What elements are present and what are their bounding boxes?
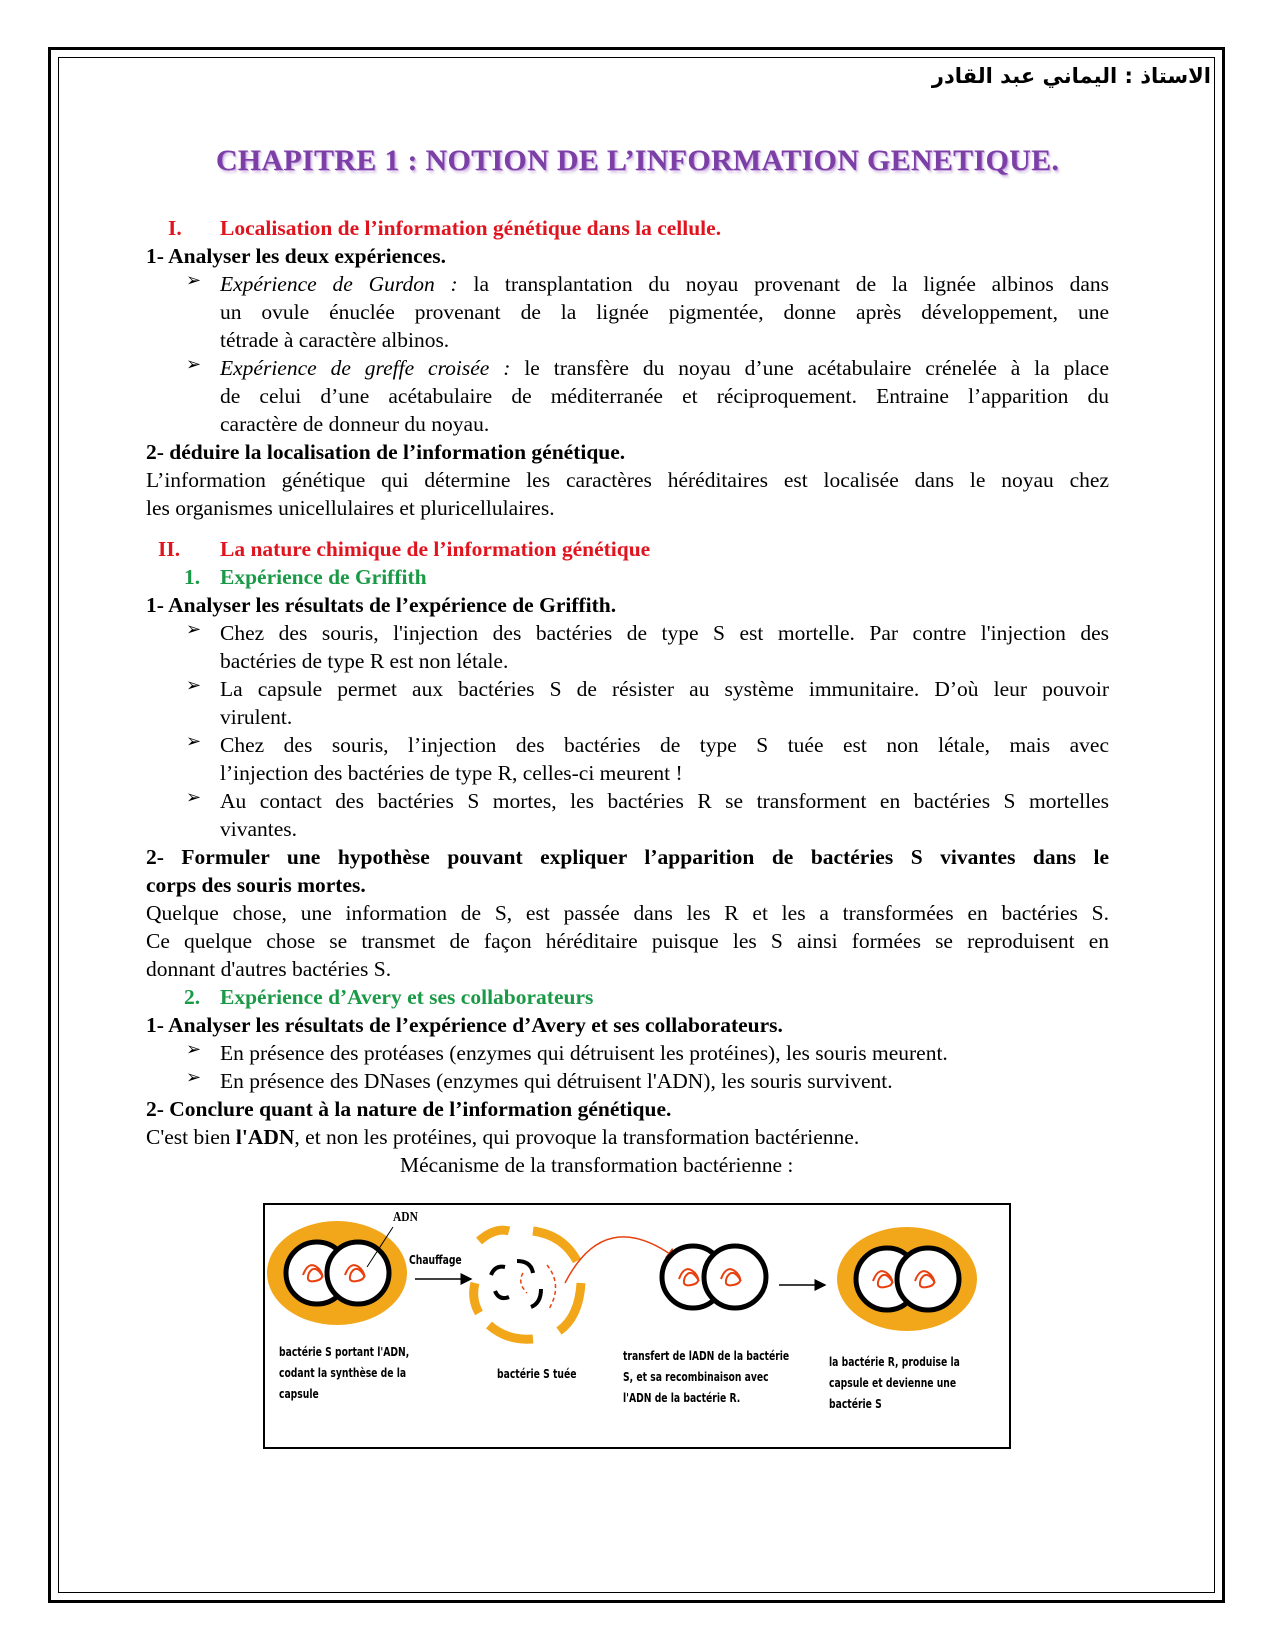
bullet-arrow-icon: ➢ (186, 619, 202, 640)
griffith-b4-line2: vivantes. (220, 817, 298, 841)
griffith-b1-line1: Chez des souris, l'injection des bactéries de type S est mortelle. Par contre l'injection des (220, 621, 1109, 645)
greffe-line3: caractère de donneur du noyau. (220, 412, 490, 436)
caption-bacterium-s: bactérie S portant l'ADN, codant la synthèse de la capsule (279, 1344, 410, 1401)
griffith-b3-line1: Chez des souris, l’injection des bactéries de type S tuée est non létale, mais avec (220, 733, 1109, 757)
avery-question1: 1- Analyser les résultats de l’expérience d’Avery et ses collaborateurs. (146, 1013, 783, 1037)
griffith-answer-line2: Ce quelque chose se transmet de façon héréditaire puisque les S ainsi formées se reproduisent en (146, 929, 1109, 953)
chapter-title: CHAPITRE 1 : NOTION DE L’INFORMATION GENETIQUE. (215, 144, 1060, 177)
bacterium-r-recombination (662, 1246, 766, 1308)
transformation-figure (263, 1203, 1011, 1449)
gurdon-line3: tétrade à caractère albinos. (220, 328, 450, 352)
greffe-line1: Expérience de greffe croisée : le transfère du noyau d’une acétabulaire crénelée à la place (220, 356, 1110, 380)
bacterium-s-capsulated (267, 1221, 407, 1325)
griffith-b2-line2: virulent. (220, 705, 293, 729)
griffith-b2-line1: La capsule permet aux bactéries S de résister au système immunitaire. D’où leur pouvoir (220, 677, 1109, 701)
adn-label: ADN (393, 1210, 418, 1225)
griffith-answer-line1: Quelque chose, une information de S, est passée dans les R et les a transformées en bactéries S. (146, 901, 1109, 925)
mechanism-caption: Mécanisme de la transformation bactérienne : (400, 1153, 794, 1177)
chauffage-label: Chauffage (409, 1252, 462, 1267)
bullet-arrow-icon: ➢ (186, 1039, 202, 1060)
subsection2-heading: Expérience d’Avery et ses collaborateurs (220, 985, 594, 1009)
subsection1-heading: Expérience de Griffith (220, 565, 427, 589)
section1-answer-line1: L’information génétique qui détermine les caractères héréditaires est localisée dans le noyau chez (146, 468, 1109, 492)
griffith-question1: 1- Analyser les résultats de l’expérience de Griffith. (146, 593, 617, 617)
caption-transfer: transfert de lADN de la bactérie S, et sa recombinaison avec l'ADN de la bactérie R. (623, 1348, 790, 1405)
section1-question2: 2- déduire la localisation de l’information génétique. (146, 440, 626, 464)
griffith-b3-line2: l’injection des bactéries de type R, celles-ci meurent ! (220, 761, 683, 785)
griffith-question2-line2: corps des souris mortes. (146, 873, 366, 897)
gurdon-line2: un ovule énuclée provenant de la lignée pigmentée, donne après développement, une (220, 300, 1109, 324)
griffith-b1-line2: bactéries de type R est non létale. (220, 649, 509, 673)
subsection2-number: 2. (184, 985, 201, 1009)
section1-heading: Localisation de l’information génétique dans la cellule. (220, 216, 722, 240)
caption-killed-s: bactérie S tuée (497, 1366, 577, 1381)
section2-heading: La nature chimique de l’information génétique (220, 537, 651, 561)
conclusion: C'est bien l'ADN, et non les protéines, qui provoque la transformation bactérienne. (146, 1125, 860, 1149)
bullet-arrow-icon: ➢ (186, 731, 202, 752)
griffith-answer-line3: donnant d'autres bactéries S. (146, 957, 392, 981)
bullet-arrow-icon: ➢ (186, 1067, 202, 1088)
avery-b2: En présence des DNases (enzymes qui détruisent l'ADN), les souris survivent. (220, 1069, 893, 1093)
killed-bacterium-s (474, 1230, 581, 1339)
bullet-arrow-icon: ➢ (186, 270, 202, 291)
section1-answer-line2: les organismes unicellulaires et pluricellulaires. (146, 496, 555, 520)
section1-question1: 1- Analyser les deux expériences. (146, 244, 446, 268)
avery-b1: En présence des protéases (enzymes qui détruisent les protéines), les souris meurent. (220, 1041, 948, 1065)
subsection1-number: 1. (184, 565, 201, 589)
griffith-b4-line1: Au contact des bactéries S mortes, les bactéries R se transforment en bactéries S mortelles (220, 789, 1109, 813)
avery-question2: 2- Conclure quant à la nature de l’information génétique. (146, 1097, 672, 1121)
teacher-name: الاستاذ : اليماني عبد القادر (931, 64, 1211, 88)
bullet-arrow-icon: ➢ (186, 787, 202, 808)
bullet-arrow-icon: ➢ (186, 675, 202, 696)
section1-number: I. (168, 216, 182, 240)
griffith-question2-line1: 2- Formuler une hypothèse pouvant expliquer l’apparition de bactéries S vivantes dans le (146, 845, 1109, 869)
section2-number: II. (158, 537, 181, 561)
caption-transformed: la bactérie R, produise la capsule et devienne une bactérie S (829, 1354, 960, 1411)
greffe-line2: de celui d’une acétabulaire de méditerranée et réciproquement. Entraine l’apparition du (220, 384, 1109, 408)
bullet-arrow-icon: ➢ (186, 354, 202, 375)
gurdon-line1: Expérience de Gurdon : la transplantation du noyau provenant de la lignée albinos dans (220, 272, 1110, 296)
bacterium-s-transformed (837, 1227, 977, 1331)
